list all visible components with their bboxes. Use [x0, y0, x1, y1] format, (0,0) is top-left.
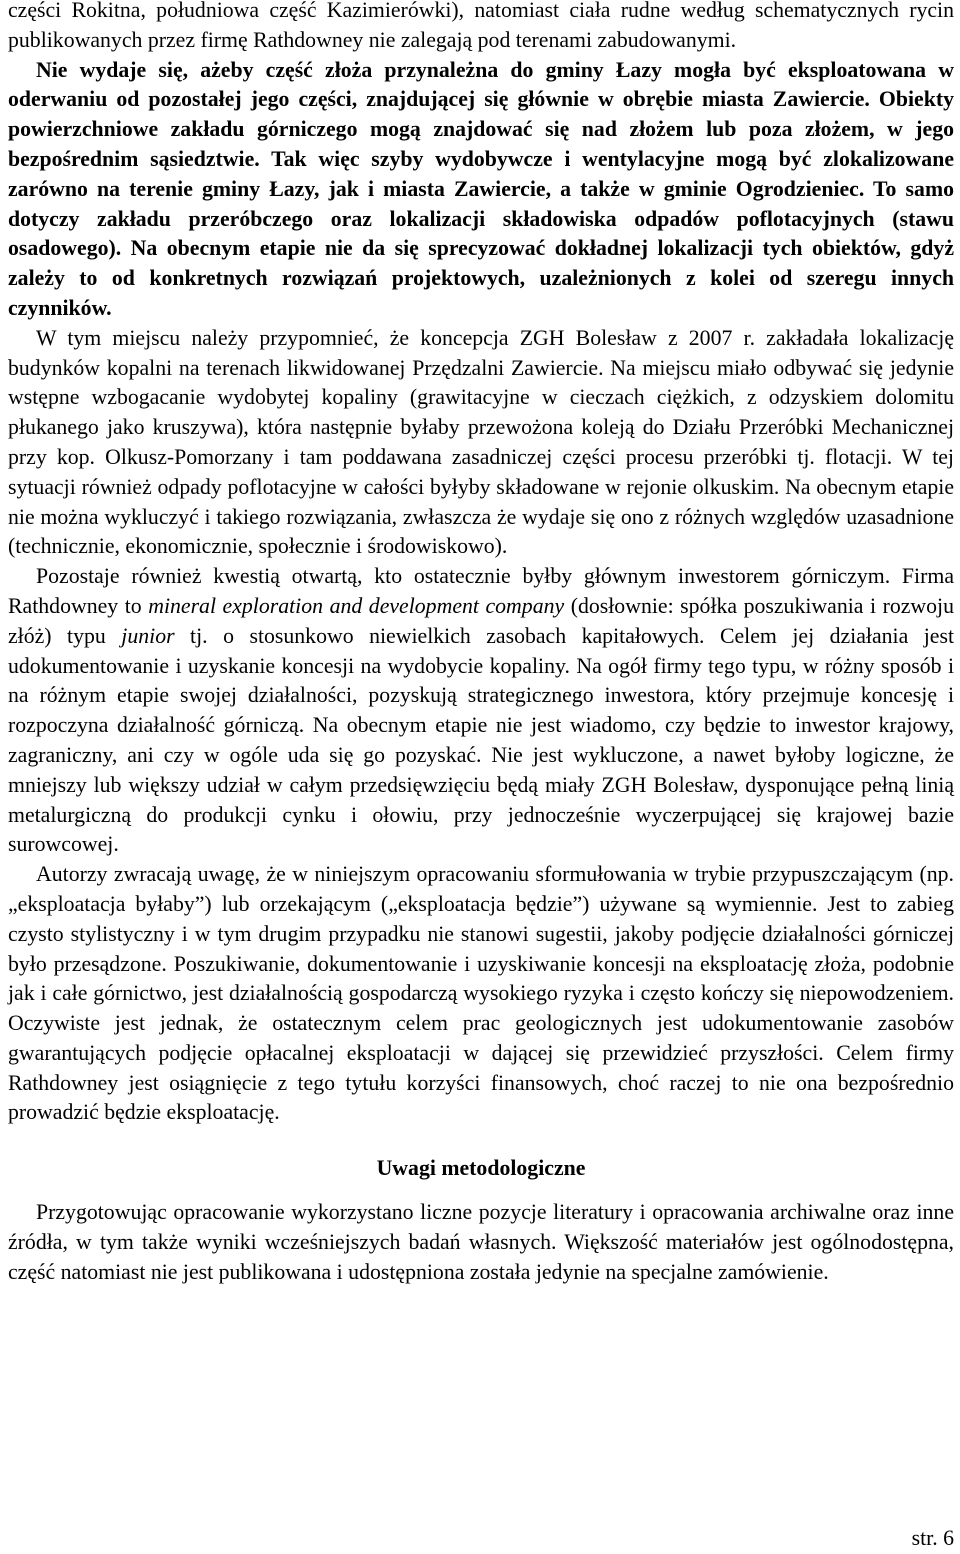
document-page	[8, 0, 954, 1287]
paragraph-4-text-c: tj. o stosunkowo niewielkich zasobach kapitałowych. Celem jej działania jest udokumentowanie i uzyskanie koncesji na wydobycie kopaliny. Na ogół firmy tego typu, w różny sposób i na różnym etapie swojej działalności, pozyskują strategicznego inwestora, który przejmuje koncesję i rozpoczyna działalność górniczą. Na obecnym etapie nie jest wiadomo, czy będzie to inwestor krajowy, zagraniczny, ani czy w ogóle uda się go pozyskać. Nie jest wykluczone, a nawet byłoby logiczne, że mniejszy lub większy udział w całym przedsięwzięciu będą miały ZGH Bolesław, dysponujące pełną linią metalurgiczną do produkcji cynku i ołowiu, przy jednocześnie wyczerpującej się krajowej bazie surowcowej.	[8, 623, 955, 857]
paragraph-3-text: W tym miejscu należy przypomnieć, że koncepcja ZGH Bolesław z 2007 r. zakładała lokalizację budynków kopalni na terenach likwidowanej Przędzalni Zawiercie. Na miejscu miało odbywać się jedynie wstępne wzbogacanie wydobytej kopaliny (grawitacyjne w cieczach ciężkich, z odzyskiem dolomitu płukanego jako kruszywa), która następnie byłaby przewożona koleją do Działu Przeróbki Mechanicznej przy kop. Olkusz-Pomorzany i tam poddawana zasadniczej części procesu przeróbki tj. flotacji. W tej sytuacji również odpady poflotacyjne w całości byłyby składowane w rejonie olkuskim. Na obecnym etapie nie można wykluczyć i takiego rozwiązania, zwłaszcza że wydaje się ono z różnych względów uzasadnione (technicznie, ekonomicznie, społecznie i środowiskowo).	[8, 325, 954, 559]
paragraph-3	[8, 324, 954, 562]
section-heading: Uwagi metodologiczne	[376, 1156, 586, 1181]
paragraph-4-text-a: Pozostaje również kwestią otwartą, kto ostatecznie byłby głównym inwestorem górniczym. Firma Rathdowney to	[8, 564, 954, 618]
paragraph-2-sentence-2: Obiekty powierzchniowe zakładu górniczego mogą znajdować się nad złożem lub poza złożem, w jego bezpośrednim sąsiedztwie.	[8, 87, 954, 171]
paragraph-2-sentence-1: Nie wydaje się, ażeby część złoża przynależna do gminy Łazy mogła być eksploatowana w oderwaniu od pozostałej jego części, znajdującej się głównie w obrębie miasta Zawiercie.	[8, 57, 954, 112]
paragraph-4-italic-junior: junior	[121, 623, 175, 648]
paragraph-2-sentence-4: To samo dotyczy zakładu przeróbczego oraz lokalizacji składowiska odpadów poflotacyjnych (stawu osadowego).	[8, 176, 954, 261]
paragraph-2-sentence-5: Na obecnym etapie nie da się sprecyzować dokładnej lokalizacji tych obiektów, gdyż zależy to od konkretnych rozwiązań projektowych, uzależnionych z kolei od szeregu innych czynników.	[8, 236, 954, 320]
paragraph-2-sentence-3: Tak więc szyby wydobywcze i wentylacyjne mogą być zlokalizowane zarówno na terenie gminy Łazy, jak i miasta Zawiercie, a także w gminie Ogrodzieniec.	[8, 146, 954, 201]
paragraph-6-text: Przygotowując opracowanie wykorzystano liczne pozycje literatury i opracowania archiwalne oraz inne źródła, w tym także wyniki wcześniejszych badań własnych. Większość materiałów jest ogólnodostępna, część natomiast nie jest publikowana i udostępniona została jedynie na specjalne zamówienie.	[8, 1200, 954, 1284]
paragraph-2	[8, 56, 954, 324]
paragraph-1	[8, 0, 954, 56]
paragraph-4	[8, 562, 954, 860]
paragraph-1-text: części Rokitna, południowa część Kazimierówki), natomiast ciała rudne według schematycznych rycin publikowanych przez firmę Rathdowney nie zalegają pod terenami zabudowanymi.	[8, 0, 954, 52]
paragraph-4-italic-company-type: mineral exploration and development company	[148, 593, 565, 618]
paragraph-5-text: Autorzy zwracają uwagę, że w niniejszym opracowaniu sformułowania w trybie przypuszczającym (np. „eksploatacja byłaby”) lub orzekającym („eksploatacja będzie”) używane są wymiennie. Jest to zabieg czysto stylistyczny i w tym drugim przypadku nie stanowi sugestii, jakoby podjęcie działalności górniczej było przesądzone. Poszukiwanie, dokumentowanie i uzyskiwanie koncesji na eksploatację złoża, podobnie jak i całe górnictwo, jest działalnością gospodarczą wysokiego ryzyka i często kończy się niepowodzeniem. Oczywiste jest jednak, że ostatecznym celem prac geologicznych jest udokumentowanie zasobów gwarantujących podjęcie opłacalnej eksploatacji w dającej się przewidzieć przyszłości. Celem firmy Rathdowney jest osiągnięcie z tego tytułu korzyści finansowych, choć raczej to nie ona bezpośrednio prowadzić będzie eksploatację.	[8, 862, 954, 1125]
page-number: str. 6	[911, 1526, 954, 1550]
paragraph-6	[8, 1198, 954, 1287]
paragraph-5	[8, 860, 954, 1128]
paragraph-4-text-b: (dosłownie: spółka poszukiwania i rozwoju złóż) typu	[8, 593, 955, 648]
